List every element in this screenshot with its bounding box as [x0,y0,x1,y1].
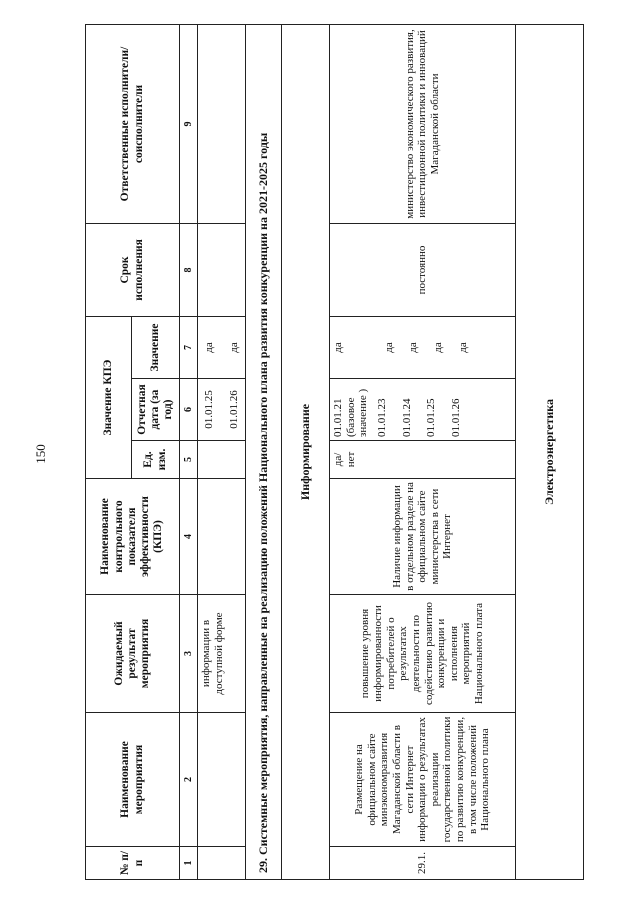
kpe-date: 01.01.26 [449,398,462,437]
cont-unit [198,441,246,479]
cont-term [198,223,246,316]
measures-table [85,24,584,880]
header-num: № п/п [86,847,180,880]
header-name: Наименование мероприятия [86,713,180,847]
row-29-1-name: Размещение на официальном сайте минэкономразвития Магаданской области в сети Интернет информации о результатах реализации государственной политики по развитию конкуренции, в том числе положений Национального плана [330,713,516,847]
row-29-1-num: 29.1. [330,847,516,880]
kpe-date: 01.01.25 [425,398,438,437]
kpe-value: да [382,342,395,353]
header-kpe-group: Значение КПЭ [86,316,132,478]
kpe-date: 01.01.23 [375,398,388,437]
rotated-table-sheet [85,25,583,880]
header-term: Срок исполнения [86,223,180,316]
header-date: Отчетная дата (за год) [132,379,180,441]
colnum-1: 1 [180,847,198,880]
cont-dates [198,379,246,441]
section-29-title: 29. Системные мероприятия, направленные на реализацию положений Национального плана развития конкуренции на 2021-2025 годы [246,24,282,879]
colnum-5: 5 [180,441,198,479]
cont-value: да [227,342,240,353]
subsection-energy: Электроэнергетика [516,24,584,879]
cont-date: 01.01.26 [227,390,240,429]
subsection-informing: Информирование [282,24,330,879]
cont-num [198,847,246,880]
cont-responsible [198,24,246,223]
header-responsible: Ответственные исполнители/ соисполнители [86,24,180,223]
colnum-8: 8 [180,223,198,316]
kpe-value: да [332,342,344,353]
colnum-6: 6 [180,379,198,441]
row-29-1-term: постоянно [330,223,516,316]
colnum-2: 2 [180,713,198,847]
header-kpe: Наименование контрольного показателя эффективности (КПЭ) [86,479,180,595]
header-unit: Ед. изм. [132,441,180,479]
cont-date: 01.01.25 [202,390,215,429]
colnum-3: 3 [180,595,198,713]
header-value: Значение [132,316,180,378]
kpe-value: да [407,342,420,353]
row-29-1-responsible: министерство экономического развития, инвестиционной политики и инноваций Магаданской области [330,24,516,223]
row-29-1-result: повышение уровня информированности потребителей о результатах деятельности по содействию развитию конкуренции и исполнения мероприятий Национального плата [330,595,516,713]
cont-name [198,713,246,847]
cont-values [198,316,246,378]
cont-value: да [202,342,215,353]
colnum-9: 9 [180,24,198,223]
kpe-date: 01.01.21 (базовое значение ) [332,388,370,437]
kpe-value: да [431,342,444,353]
cont-kpe [198,479,246,595]
row-29-1-values [330,316,516,378]
colnum-7: 7 [180,316,198,378]
row-29-1-unit: да/ нет [330,441,516,479]
page-number: 150 [33,444,48,464]
colnum-4: 4 [180,479,198,595]
row-29-1-dates [330,379,516,441]
header-result: Ожидаемый результат мероприятия [86,595,180,713]
cont-result: информации в доступной форме [198,595,246,713]
kpe-value: да [456,342,469,353]
row-29-1-kpe: Наличие информации в отдельном разделе на официальном сайте министерства в сети Интернет [330,479,516,595]
kpe-date: 01.01.24 [400,398,413,437]
